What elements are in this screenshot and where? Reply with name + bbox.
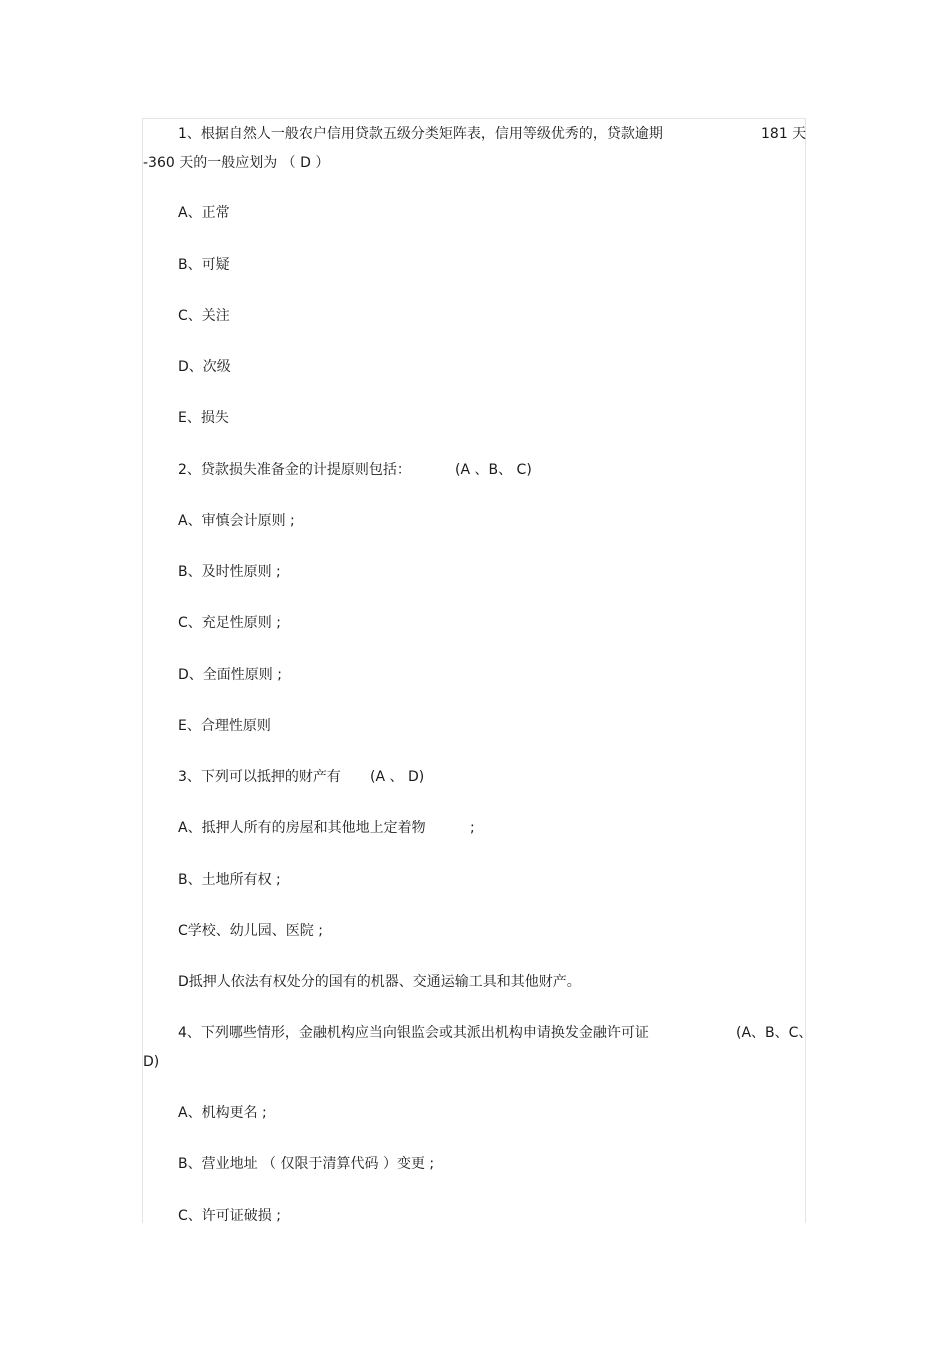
q2-option-b: B、及时性原则 ; — [178, 564, 281, 580]
q4-stem-line1-right: (A、B、C、 — [736, 1025, 813, 1041]
q4-option-a: A、机构更名 ; — [178, 1105, 267, 1121]
q2-option-e: E、合理性原则 — [178, 718, 271, 734]
q1-option-a: A、正常 — [178, 205, 230, 221]
q4-stem-line1: 4、下列哪些情形，金融机构应当向银监会或其派出机构申请换发金融许可证 — [178, 1025, 649, 1041]
q1-option-d: D、次级 — [178, 359, 231, 375]
q1-stem-line1-right: 181 天 — [761, 126, 807, 142]
q4-option-b: B、营业地址 （ 仅限于清算代码 ）变更 ; — [178, 1156, 435, 1172]
q4-option-c: C、许可证破损 ; — [178, 1208, 281, 1224]
q1-option-c: C、关注 — [178, 308, 230, 324]
q1-stem-line2: -360 天的一般应划为 （ D ） — [143, 155, 330, 171]
q2-stem: 2、贷款损失准备金的计提原则包括： — [178, 462, 411, 478]
q2-option-a: A、审慎会计原则 ; — [178, 513, 295, 529]
q1-option-b: B、可疑 — [178, 257, 230, 273]
q2-answer: (A 、B、 C) — [455, 462, 532, 478]
q3-option-a: A、抵押人所有的房屋和其他地上定着物 — [178, 820, 426, 836]
q3-option-a-suffix: ; — [470, 820, 475, 836]
q3-option-d: D抵押人依法有权处分的国有的机器、交通运输工具和其他财产。 — [178, 974, 581, 990]
q3-option-b: B、土地所有权 ; — [178, 872, 281, 888]
q3-stem: 3、下列可以抵押的财产有 — [178, 769, 341, 785]
q3-answer: (A 、 D) — [370, 769, 425, 785]
q4-stem-line2: D) — [143, 1054, 160, 1070]
q2-option-c: C、充足性原则 ; — [178, 615, 281, 631]
q2-option-d: D、全面性原则 ; — [178, 667, 282, 683]
q1-option-e: E、损失 — [178, 410, 229, 426]
q1-stem-line1: 1、根据自然人一般农户信用贷款五级分类矩阵表，信用等级优秀的，贷款逾期 — [178, 126, 663, 142]
q3-option-c: C学校、幼儿园、医院 ; — [178, 923, 323, 939]
